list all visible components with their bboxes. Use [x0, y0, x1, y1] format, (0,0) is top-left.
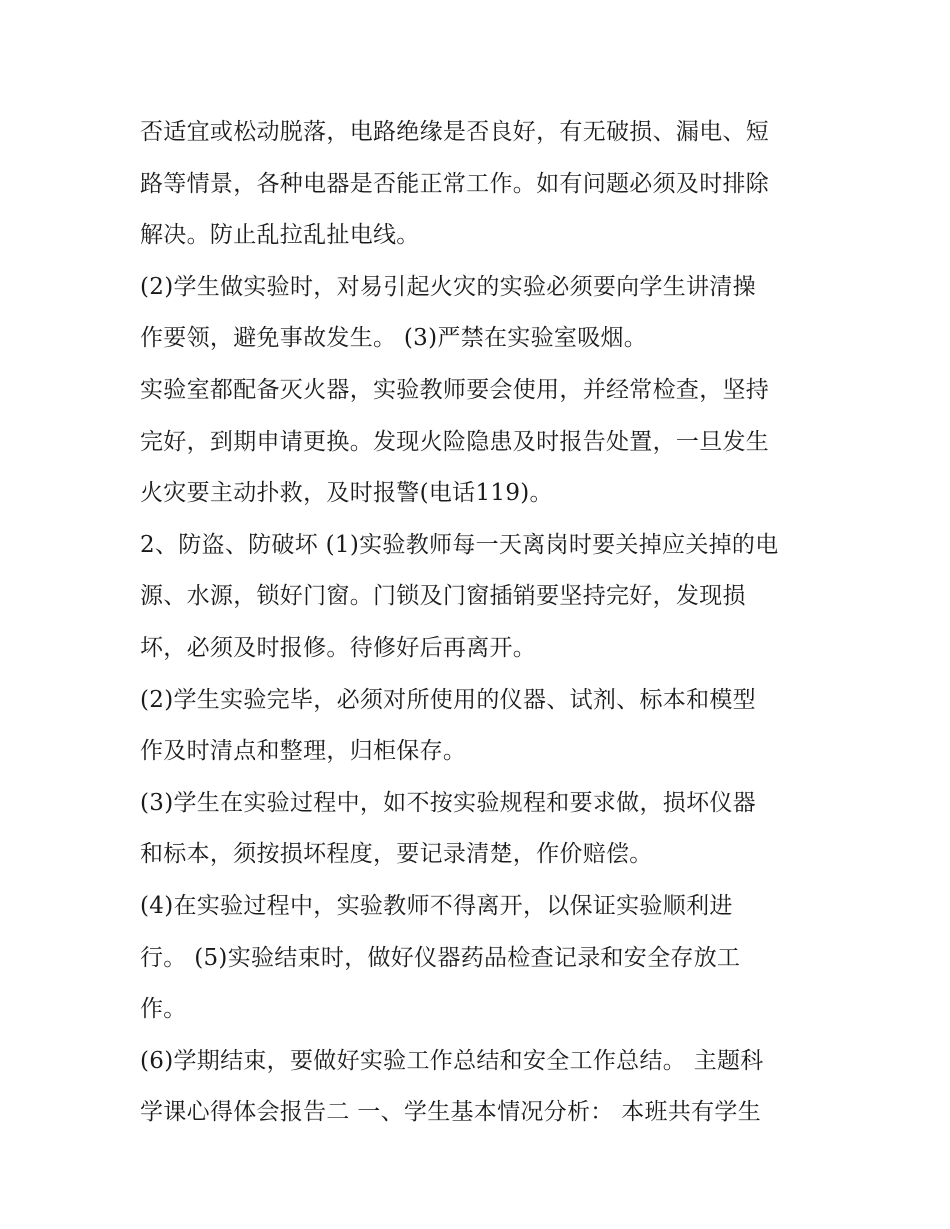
document-body [140, 107, 830, 1139]
text-line: 否适宜或松动脱落，电路绝缘是否良好，有无破损、漏电、短 [140, 119, 770, 145]
text-line: (4)在实验过程中，实验教师不得离开，以保证实验顺利进 [140, 892, 733, 919]
text-line: 作要领，避免事故发生。 (3)严禁在实验室吸烟。 [140, 325, 648, 352]
text-line: 坏，必须及时报修。待修好后再离开。 [140, 634, 537, 661]
text-line: 2、防盗、防破坏 (1)实验教师每一天离岗时要关掉应关掉的电 [140, 531, 779, 558]
text-line: 源、水源，锁好门窗。门锁及门窗插销要坚持完好，发现损 [140, 583, 746, 610]
text-line: (3)学生在实验过程中，如不按实验规程和要求做，损坏仪器 [140, 789, 756, 816]
text-line: (2)学生做实验时，对易引起火灾的实验必须要向学生讲清操 [140, 273, 756, 300]
text-line: 学课心得体会报告二 一、学生基本情况分析： 本班共有学生 [140, 1099, 762, 1126]
text-line: 实验室都配备灭火器，实验教师要会使用，并经常检查，坚持 [140, 376, 770, 403]
text-line: 作。 [140, 996, 187, 1023]
text-line: 作及时清点和整理，归柜保存。 [140, 738, 467, 765]
text-line: (2)学生实验完毕，必须对所使用的仪器、试剂、标本和模型 [140, 686, 756, 713]
text-line: 火灾要主动扑救，及时报警(电话119)。 [140, 480, 553, 507]
text-line: 和标本，须按损坏程度，要记录清楚，作价赔偿。 [140, 841, 653, 868]
text-line: 行。 (5)实验结束时，做好仪器药品检查记录和安全存放工 [140, 944, 741, 971]
text-line: (6)学期结束，要做好实验工作总结和安全工作总结。 主题科 [140, 1047, 764, 1074]
text-line: 路等情景，各种电器是否能正常工作。如有问题必须及时排除 [140, 170, 770, 197]
text-line: 完好，到期申请更换。发现火险隐患及时报告处置，一旦发生 [140, 428, 770, 455]
text-line: 解决。防止乱拉乱扯电线。 [140, 222, 420, 249]
